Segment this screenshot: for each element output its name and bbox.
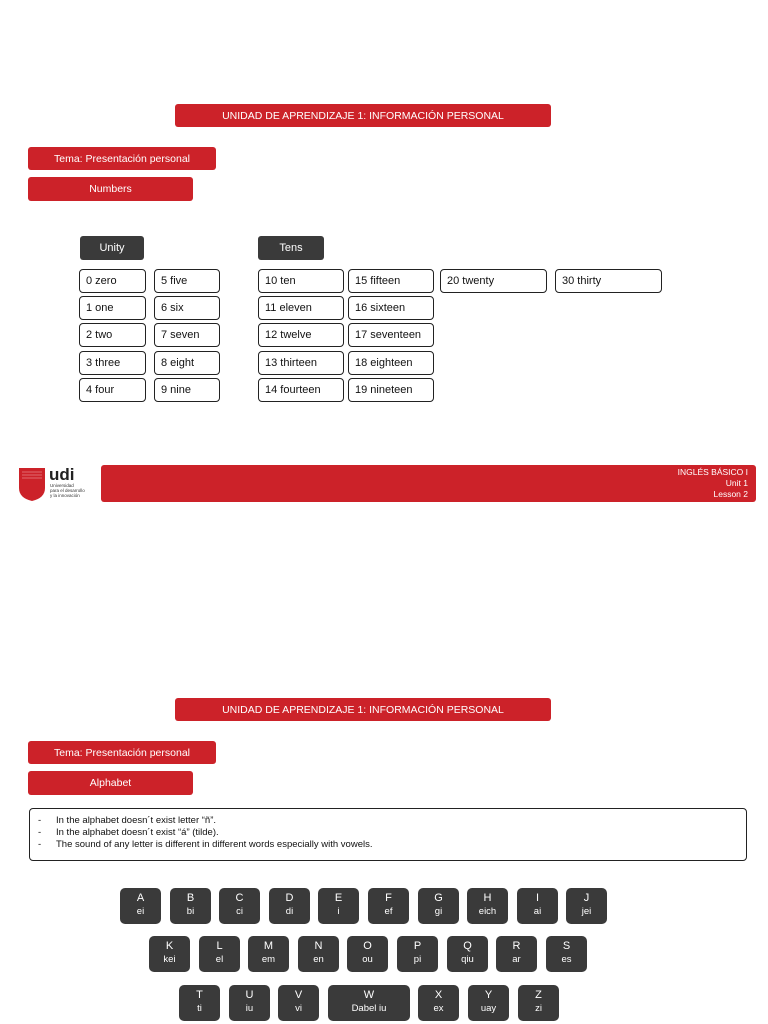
number-box: 16 sixteen [348,296,434,320]
number-box: 15 fifteen [348,269,434,293]
key-letter: G [434,892,443,904]
key-sound: iu [245,1003,254,1014]
key-sound: em [261,954,276,965]
key-sound: es [561,954,572,965]
letter-key-v [278,985,319,1021]
letter-key-c [219,888,260,924]
key-sound: Dabel iu [351,1003,387,1014]
letter-key-r [496,936,537,972]
unit-title-banner-2: UNIDAD DE APRENDIZAJE 1: INFORMACIÓN PERSONAL [175,698,551,721]
number-box: 6 six [154,296,220,320]
key-letter: M [263,940,274,952]
number-box: 9 nine [154,378,220,402]
key-sound: i [337,906,340,917]
key-letter: L [216,940,223,952]
topic-banner-2: Tema: Presentación personal [28,741,216,764]
key-letter: C [235,892,244,904]
key-sound: ai [533,906,542,917]
letter-key-o [347,936,388,972]
key-sound: zi [535,1003,542,1014]
key-sound: ef [384,906,393,917]
key-letter: P [413,940,422,952]
letter-key-s [546,936,587,972]
letter-key-p [397,936,438,972]
number-box: 0 zero [79,269,146,293]
number-box: 1 one [79,296,146,320]
letter-key-d [269,888,310,924]
key-letter: X [434,989,443,1001]
key-letter: O [363,940,372,952]
number-box: 30 thirty [555,269,662,293]
key-letter: U [245,989,254,1001]
footer-course: INGLÉS BÁSICO I [677,467,748,477]
section-banner-alphabet: Alphabet [28,771,193,795]
number-box: 3 three [79,351,146,375]
letter-key-a [120,888,161,924]
key-letter: Q [463,940,472,952]
key-sound: ar [512,954,521,965]
footer-unit: Unit 1 [725,478,748,488]
key-sound: bi [186,906,195,917]
letter-key-e [318,888,359,924]
number-box: 10 ten [258,269,344,293]
unity-label: Unity [80,236,144,260]
udi-logo [18,466,93,502]
key-letter: N [314,940,323,952]
key-letter: H [483,892,492,904]
key-sound: di [285,906,294,917]
note-item [38,815,738,827]
letter-key-y [468,985,509,1021]
letter-key-j [566,888,607,924]
note-dash: - [38,839,42,850]
key-sound: gi [434,906,443,917]
letter-key-u [229,985,270,1021]
logo-sub-3: y la innovación [50,493,80,498]
key-sound: en [313,954,324,965]
key-letter: D [285,892,294,904]
letter-key-q [447,936,488,972]
letter-key-n [298,936,339,972]
key-letter: T [196,989,203,1001]
note-dash: - [38,815,42,826]
key-sound: ei [136,906,145,917]
key-letter: I [535,892,540,904]
key-letter: V [294,989,303,1001]
letter-key-g [418,888,459,924]
number-box: 4 four [79,378,146,402]
number-box: 12 twelve [258,323,344,347]
number-box: 2 two [79,323,146,347]
letter-key-w [328,985,410,1021]
note-dash: - [38,827,42,838]
key-letter: F [385,892,392,904]
key-letter: S [562,940,571,952]
number-box: 17 seventeen [348,323,434,347]
logo-sub-1: Universidad [50,483,74,488]
key-sound: jei [581,906,592,917]
number-box: 5 five [154,269,220,293]
key-sound: uay [480,1003,497,1014]
number-box: 13 thirteen [258,351,344,375]
key-sound: el [215,954,224,965]
letter-key-l [199,936,240,972]
note-text: In the alphabet doesn´t exist “á” (tilde). [56,827,219,838]
logo-sub-2: para el desarrollo [50,488,85,493]
letter-key-b [170,888,211,924]
letter-key-i [517,888,558,924]
key-letter: B [186,892,195,904]
key-letter: E [334,892,343,904]
key-sound: ex [433,1003,444,1014]
note-text: The sound of any letter is different in different words especially with vowels. [56,839,373,850]
key-letter: J [583,892,590,904]
note-item [38,827,738,839]
section-banner-numbers: Numbers [28,177,193,201]
key-sound: pi [413,954,422,965]
key-sound: ti [197,1003,202,1014]
number-box: 14 fourteen [258,378,344,402]
footer-lesson: Lesson 2 [713,489,748,499]
key-sound: qiu [461,954,474,965]
key-letter: W [363,989,375,1001]
letter-key-z [518,985,559,1021]
topic-banner: Tema: Presentación personal [28,147,216,170]
unit-title-banner: UNIDAD DE APRENDIZAJE 1: INFORMACIÓN PERSONAL [175,104,551,127]
number-box: 18 eighteen [348,351,434,375]
key-letter: A [136,892,145,904]
number-box: 19 nineteen [348,378,434,402]
note-text: In the alphabet doesn´t exist letter “ñ”. [56,815,217,826]
letter-key-m [248,936,289,972]
key-letter: Z [535,989,542,1001]
number-box: 8 eight [154,351,220,375]
key-sound: kei [163,954,176,965]
key-sound: ci [236,906,243,917]
key-letter: Y [484,989,493,1001]
letter-key-t [179,985,220,1021]
shield-logo-icon [18,466,48,502]
alphabet-notes [29,808,747,861]
key-sound: ou [362,954,373,965]
key-letter: K [165,940,174,952]
key-sound: eich [478,906,497,917]
number-box: 7 seven [154,323,220,347]
number-box: 20 twenty [440,269,547,293]
tens-label: Tens [258,236,324,260]
logo-wordmark: udi [49,465,75,484]
key-letter: R [512,940,521,952]
footer-bar [101,465,756,502]
letter-key-k [149,936,190,972]
note-item [38,839,738,851]
number-box: 11 eleven [258,296,344,320]
letter-key-h [467,888,508,924]
letter-key-f [368,888,409,924]
letter-key-x [418,985,459,1021]
key-sound: vi [295,1003,302,1014]
